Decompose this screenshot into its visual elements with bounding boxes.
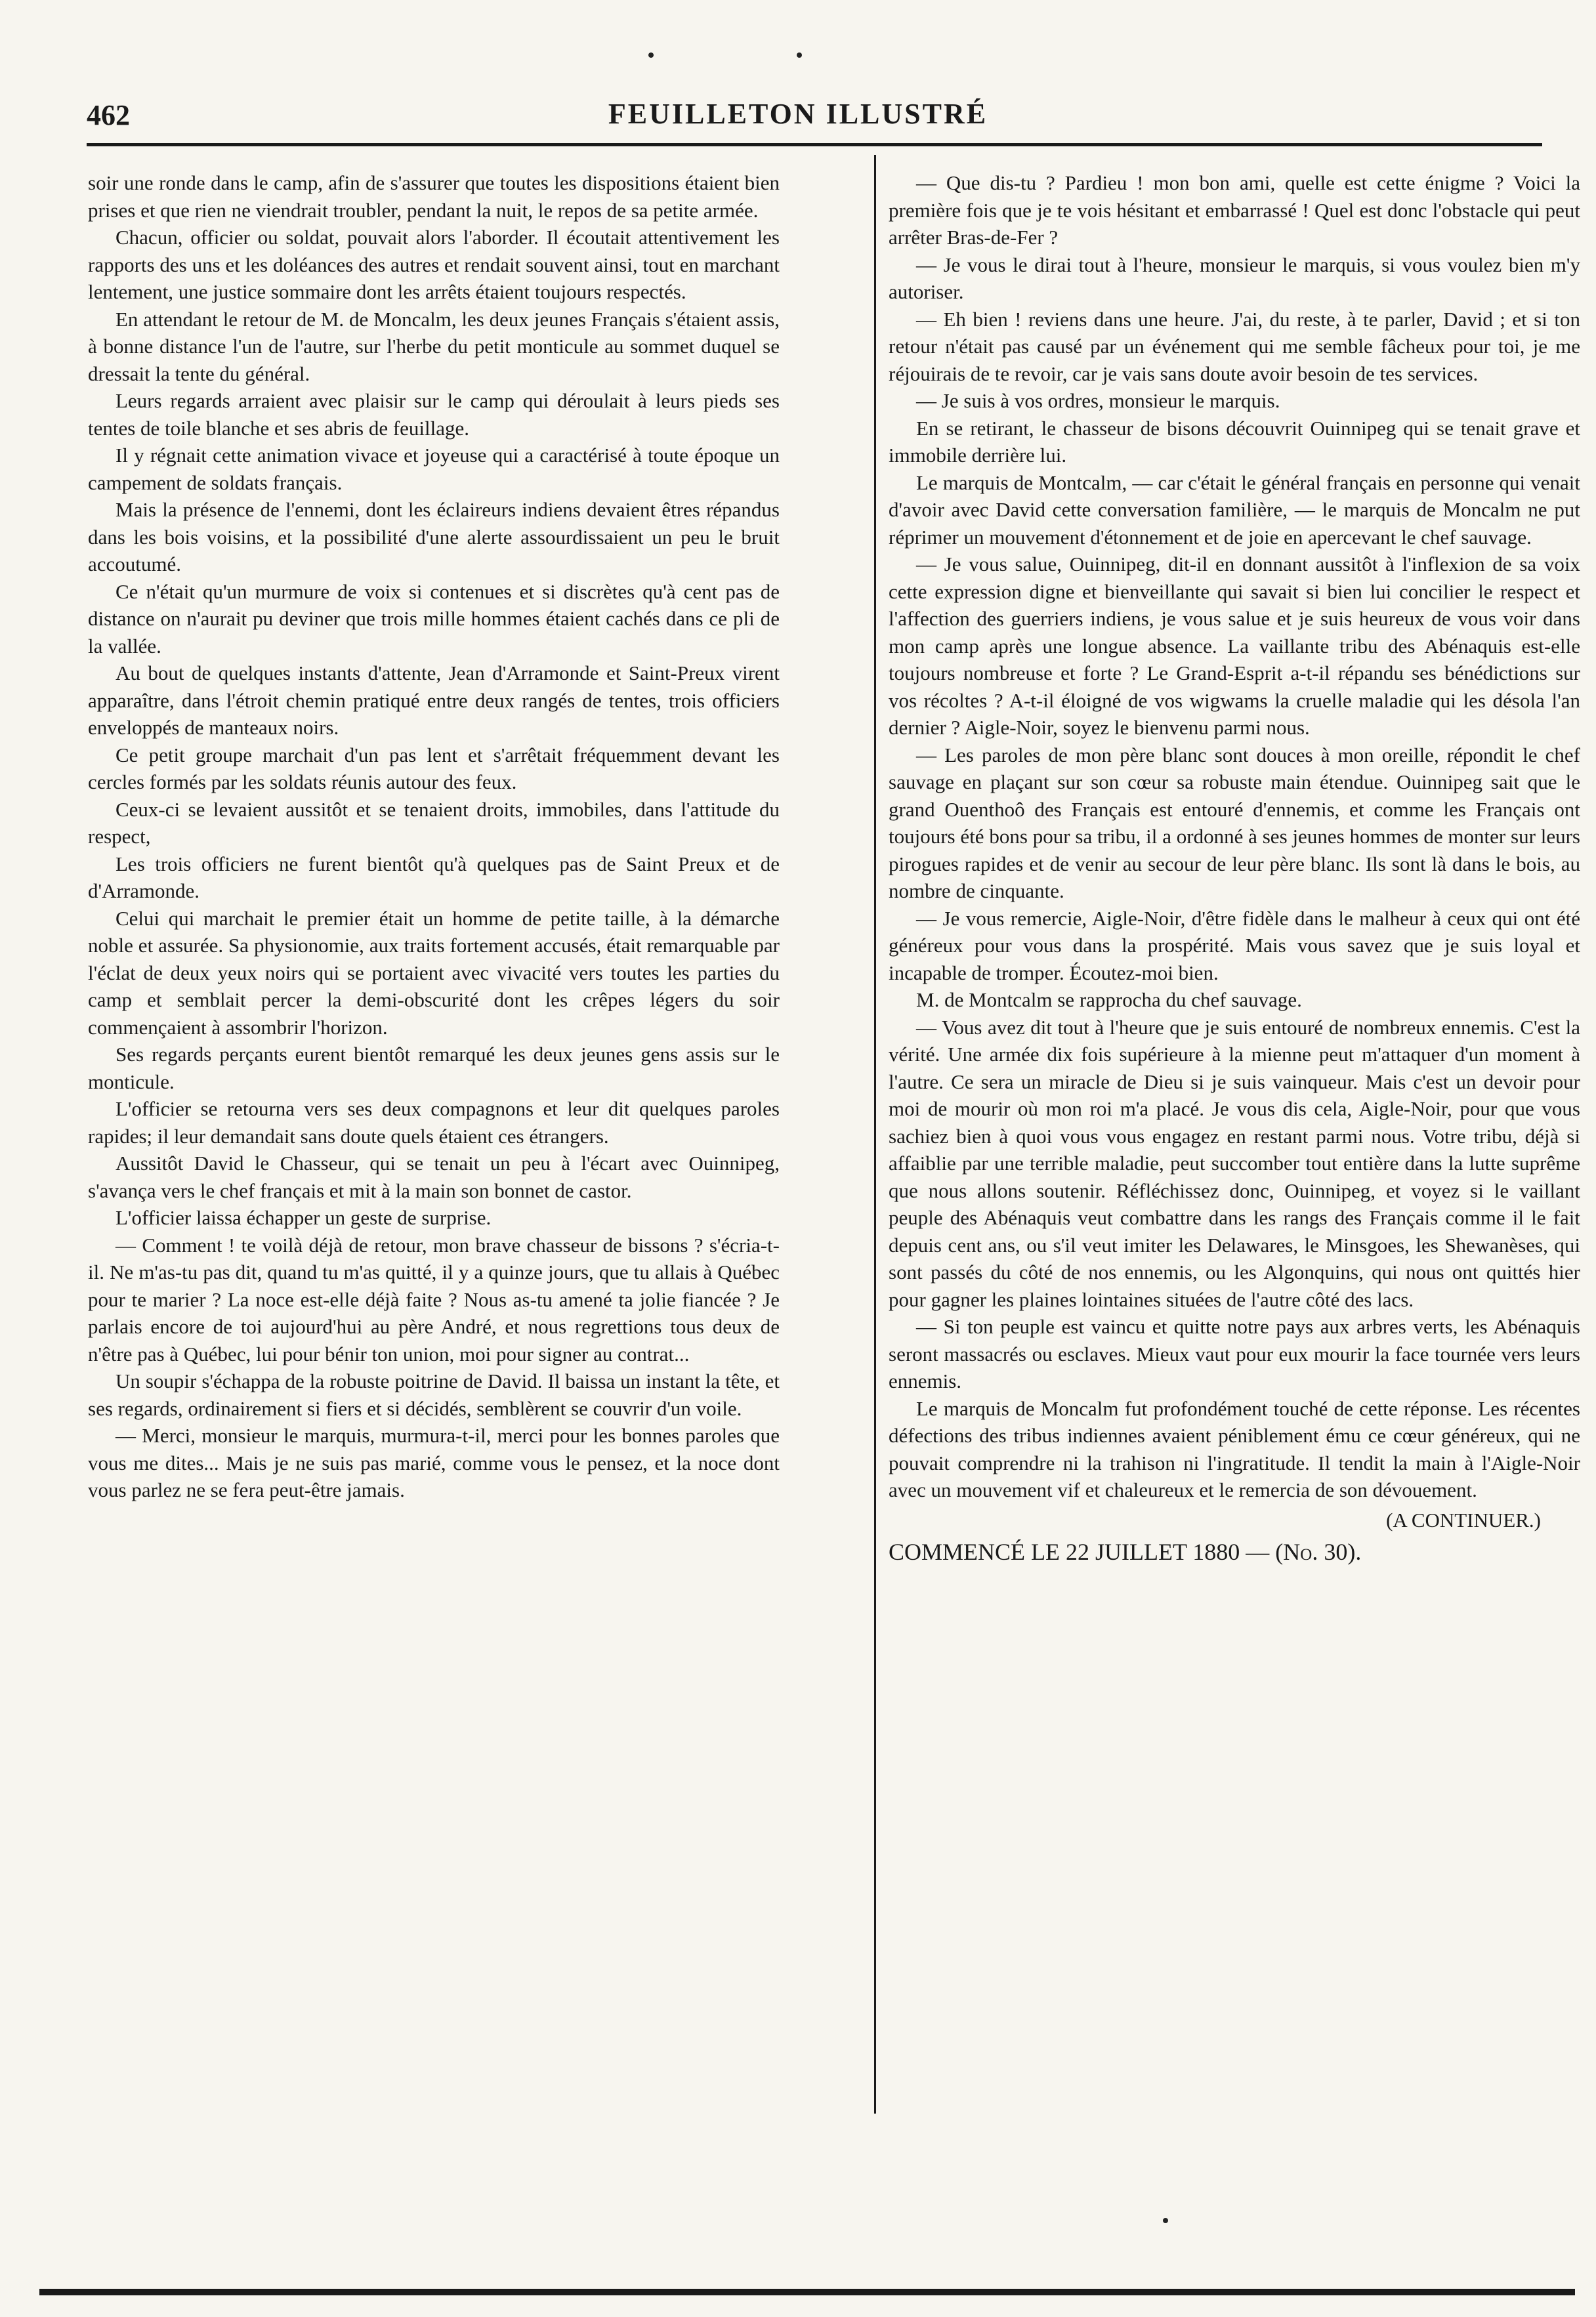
paragraph: Chacun, officier ou soldat, pouvait alors l'aborder. Il écoutait attentivement les rapports des uns et les doléances des autres et rendait souvent ainsi, tout en marchant lentement, une justice sommaire dont les arrêts étaient toujours respectés. [88,226,780,303]
paragraph: L'officier se retourna vers ses deux compagnons et leur dit quelques paroles rapides; il leur demandait sans doute quels étaient ces étrangers. [88,1097,780,1148]
paragraph: — Je suis à vos ordres, monsieur le marquis. [916,389,1280,412]
paragraph: Un soupir s'échappa de la robuste poitrine de David. Il baissa un instant la tête, et ses regards, ordinairement si fiers et si décidés, semblèrent se couvrir d'un voile. [88,1369,780,1420]
footer-rule [39,2289,1575,2295]
to-be-continued: (A CONTINUER.) [1386,1508,1541,1532]
header-rule [87,143,1542,146]
paragraph: Ce petit groupe marchait d'un pas lent et s'arrêtait fréquemment devant les cercles formés par les soldats réunis autour des feux. [88,743,780,793]
paragraph: L'officier laissa échapper un geste de surprise. [116,1206,492,1229]
paragraph: — Vous avez dit tout à l'heure que je suis entouré de nombreux ennemis. C'est la vérité. Une armée dix fois supérieure à la mienne peut m'attaquer d'un moment à l'autre. Ce sera un miracle de Dieu si je suis vainqueur. Mais c'est un devoir pour moi de mourir où mon roi m'a placé. Je vous dis cela, Aigle-Noir, pour que vous sachiez bien à quoi vous vous engagez en restant parmi nous. Votre tribu, déjà si affaiblie par une terrible maladie, peut succomber tout entière dans la lutte suprême que nous allons soutenir. Réfléchissez donc, Ouinnipeg, et voyez si le vaillant peuple des Abénaquis veut combattre dans les rangs des Français comme il le fait depuis cent ans, ou s'il veut imiter les Delawares, le Minsgoes, les Shewanèses, qui sont passés du côté de nos ennemis, ou les Algonquins, qui nous ont quittés hier pour gagner les plaines lointaines situées de l'autre côté des lacs. [889,1015,1580,1311]
running-title: FEUILLETON ILLUSTRÉ [608,98,988,130]
paragraph: Ceux-ci se levaient aussitôt et se tenaient droits, immobiles, dans l'attitude du respect, [88,797,780,848]
right-column [889,169,1580,2105]
paragraph: M. de Montcalm se rapprocha du chef sauvage. [916,988,1302,1011]
paragraph: Ses regards perçants eurent bientôt remarqué les deux jeunes gens assis sur le monticule. [88,1043,780,1093]
paragraph: Mais la présence de l'ennemi, dont les éclaireurs indiens devaient êtres répandus dans les bois voisins, et la possibilité d'une alerte assourdissaient un peu le bruit accoutumé. [88,498,780,575]
ink-speck [648,52,654,58]
paragraph: Celui qui marchait le premier était un homme de petite taille, à la démarche noble et assurée. Sa physionomie, aux traits fortement accusés, était remarquable par l'éclat de deux yeux noirs qui se portaient avec vivacité vers toutes les parties du camp et semblait percer la demi-obscurité dont les crêpes légers du soir commençaient à assombrir l'horizon. [88,906,780,1039]
paragraph: — Je vous salue, Ouinnipeg, dit-il en donnant aussitôt à l'inflexion de sa voix cette expression digne et bienveillante qui savait si bien lui concilier le respect et l'affection des guerriers indiens, je vous salue et je suis heureux de vous voir dans mon camp après une longue absence. La vaillante tribu des Abénaquis est-elle toujours nombreuse et forte ? Le Grand-Esprit a-t-il répandu ses bénédictions sur vos récoltes ? A-t-il éloigné de vos wigwams la cruelle maladie qui les désola l'an dernier ? Aigle-Noir, soyez le bienvenu parmi nous. [889,553,1580,739]
paragraph: Leurs regards arraient avec plaisir sur le camp qui déroulait à leurs pieds ses tentes de toile blanche et ses abris de feuillage. [88,389,780,440]
paragraph: Les trois officiers ne furent bientôt qu'à quelques pas de Saint Preux et de d'Arramonde. [88,852,780,902]
paragraph: Il y régnait cette animation vivace et joyeuse qui a caractérisé à toute époque un campement de soldats français. [88,444,780,494]
paragraph: — Merci, monsieur le marquis, murmura-t-il, merci pour les bonnes paroles que vous me dites... Mais je ne suis pas marié, comme vous le pensez, et la noce dont vous parlez ne se fera peut-être jamais. [88,1424,780,1501]
ink-speck [1163,2218,1168,2223]
serial-start-note: COMMENCÉ LE 22 JUILLET 1880 — (No. 30). [889,1539,1362,1565]
paragraph: — Je vous le dirai tout à l'heure, monsieur le marquis, si vous voulez bien m'y autoriser. [889,253,1580,303]
paragraph: Aussitôt David le Chasseur, qui se tenait un peu à l'écart avec Ouinnipeg, s'avança vers le chef français et mit à la main son bonnet de castor. [88,1152,780,1202]
paragraph: — Que dis-tu ? Pardieu ! mon bon ami, quelle est cette énigme ? Voici la première fois que je te vois hésitant et embarrassé ! Quel est donc l'obstacle qui peut arrêter Bras-de-Fer ? [889,171,1580,249]
page-number: 462 [87,99,130,131]
paragraph: Ce n'était qu'un murmure de voix si contenues et si discrètes qu'à cent pas de distance on n'aurait pu deviner que trois mille hommes étaient cachés dans ce pli de la vallée. [88,579,780,658]
paragraph: — Si ton peuple est vaincu et quitte notre pays aux arbres verts, les Abénaquis seront massacrés ou esclaves. Mieux vaut pour eux mourir la face tournée vers leurs ennemis. [889,1315,1580,1392]
paragraph: — Eh bien ! reviens dans une heure. J'ai, du reste, à te parler, David ; et si ton retour n'était pas causé par un événement qui me semble fâcheux pour toi, je me réjouirais de te revoir, car je vais sans doute avoir besoin de tes services. [889,307,1580,385]
ink-speck [797,52,802,58]
paragraph: soir une ronde dans le camp, afin de s'assurer que toutes les dispositions étaient bien prises et que rien ne viendrait troubler, pendant la nuit, le repos de sa petite armée. [88,171,780,222]
paragraph: En attendant le retour de M. de Moncalm, les deux jeunes Français s'étaient assis, à bonne distance l'un de l'autre, sur l'herbe du petit monticule au sommet duquel se dressait la tente du général. [88,307,780,385]
paragraph: Au bout de quelques instants d'attente, Jean d'Arramonde et Saint-Preux virent apparaître, dans l'étroit chemin pratiqué entre deux rangés de tentes, trois officiers enveloppés de manteaux noirs. [88,661,780,739]
paragraph: En se retirant, le chasseur de bisons découvrit Ouinnipeg qui se tenait grave et immobile derrière lui. [889,416,1580,467]
paragraph: Le marquis de Moncalm fut profondément touché de cette réponse. Les récentes défections des tribus indiennes avaient péniblement ému ce cœur généreux, qui ne pouvait comprendre ni la trahison ni l'ingratitude. Il tendit la main à l'Aigle-Noir avec un mouvement vif et chaleureux et le remercia de son dévouement. [889,1396,1580,1501]
paragraph: — Je vous remercie, Aigle-Noir, d'être fidèle dans le malheur à ceux qui ont été généreux pour vous dans la prospérité. Mais vous savez que je suis loyal et incapable de tromper. Écoutez-moi bien. [889,906,1580,984]
paragraph: — Comment ! te voilà déjà de retour, mon brave chasseur de bissons ? s'écria-t-il. Ne m'as-tu pas dit, quand tu m'as quitté, il y a quinze jours, que tu allais à Québec pour te marier ? La noce est-elle déjà faite ? Nous as-tu amené ta jolie fiancée ? Je parlais encore de toi aujourd'hui au père André, et nous regrettions tous deux de n'être pas à Québec, lui pour bénir ton union, moi pour signer au contrat... [88,1233,780,1366]
paragraph: Le marquis de Montcalm, — car c'était le général français en personne qui venait d'avoir avec David cette conversation familière, — le marquis de Moncalm ne put réprimer un mouvement d'étonnement et de joie en apercevant le chef sauvage. [889,470,1580,549]
column-rule [874,155,876,2114]
left-column [88,169,780,2105]
paragraph: — Les paroles de mon père blanc sont douces à mon oreille, répondit le chef sauvage en plaçant sur son cœur sa robuste main étendue. Ouinnipeg sait que le grand Ouenthoô des Français est entouré d'ennemis, et comme les Français ont toujours été bons pour sa tribu, il a ordonné à ses jeunes hommes de monter sur leurs pirogues rapides et de venir au secour de leur père blanc. Ils sont là dans le bois, au nombre de cinquante. [889,743,1580,902]
